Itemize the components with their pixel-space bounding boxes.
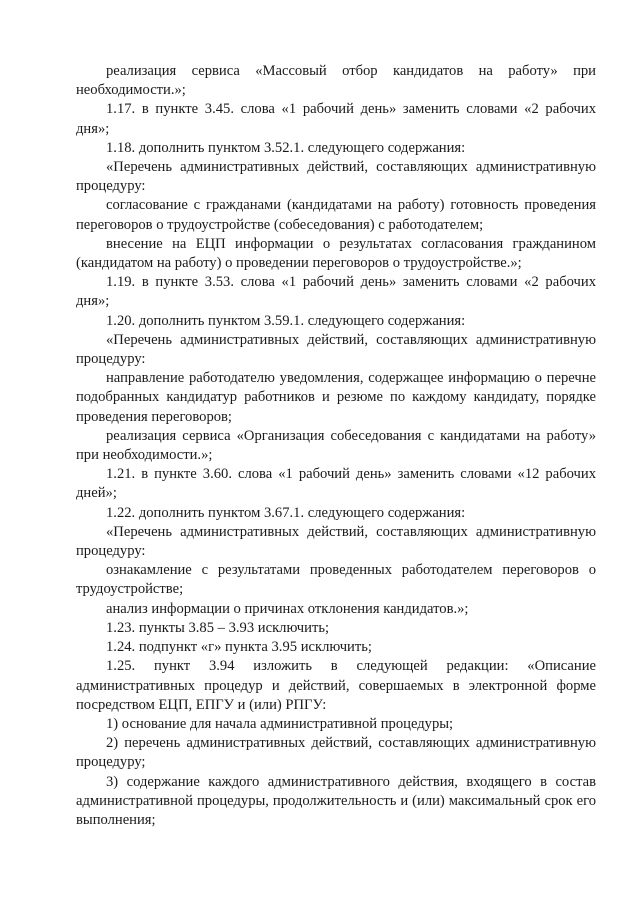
paragraph-22: 3) содержание каждого административного действия, входящего в состав административной процедуры, продолжительность и (или) максимальный срок его выполнения; — [76, 773, 596, 828]
paragraph-4: «Перечень административных действий, составляющих административную процедуру: — [76, 159, 596, 195]
paragraph-2: 1.17. в пункте 3.45. слова «1 рабочий день» заменить словами «2 рабочих дня»; — [76, 101, 596, 137]
paragraph-17: 1.23. пункты 3.85 – 3.93 исключить; — [106, 619, 330, 636]
paragraph-9: «Перечень административных действий, составляющих административную процедуру: — [76, 331, 596, 368]
paragraph-15: ознакамление с результатами проведенных работодателем переговоров о трудоустройстве; — [76, 562, 596, 598]
paragraph-6: внесение на ЕЦП информации о результатах согласования гражданином (кандидатом на работу) о проведении переговоров о трудоустройстве.»; — [76, 235, 596, 272]
paragraph-5: согласование с гражданами (кандидатами на работу) готовность проведения переговоров о трудоустройстве (собеседования) с работодателем; — [76, 197, 596, 233]
paragraph-8: 1.20. дополнить пунктом 3.59.1. следующего содержания: — [106, 312, 466, 329]
paragraph-18: 1.24. подпункт «г» пункта 3.95 исключить; — [106, 639, 372, 656]
paragraph-11: реализация сервиса «Организация собеседования с кандидатами на работу» при необходимости.»; — [76, 427, 596, 464]
paragraph-10: направление работодателю уведомления, содержащее информацию о перечне подобранных кандидатур работников и резюме по каждому кандидату, порядке проведения переговоров; — [76, 370, 596, 425]
paragraph-7: 1.19. в пункте 3.53. слова «1 рабочий день» заменить словами «2 рабочих дня»; — [76, 274, 596, 310]
paragraph-3: 1.18. дополнить пунктом 3.52.1. следующего содержания: — [106, 139, 466, 156]
paragraph-21: 2) перечень административных действий, составляющих административную процедуру; — [76, 735, 596, 771]
paragraph-16: анализ информации о причинах отклонения кандидатов.»; — [106, 600, 469, 617]
paragraph-19: 1.25. пункт 3.94 изложить в следующей редакции: «Описание административных процедур и действий, совершаемых в электронной форме посредством ЕЦП, ЕПГУ и (или) РПГУ: — [76, 658, 596, 713]
paragraph-20: 1) основание для начала административной процедуры; — [106, 715, 454, 732]
paragraph-12: 1.21. в пункте 3.60. слова «1 рабочий день» заменить словами «12 рабочих дней»; — [76, 466, 596, 502]
paragraph-1: реализация сервиса «Массовый отбор кандидатов на работу» при необходимости.»; — [76, 63, 596, 99]
document-body — [76, 62, 596, 830]
paragraph-13: 1.22. дополнить пунктом 3.67.1. следующего содержания: — [106, 504, 466, 521]
paragraph-14: «Перечень административных действий, составляющих административную процедуру: — [76, 523, 596, 560]
